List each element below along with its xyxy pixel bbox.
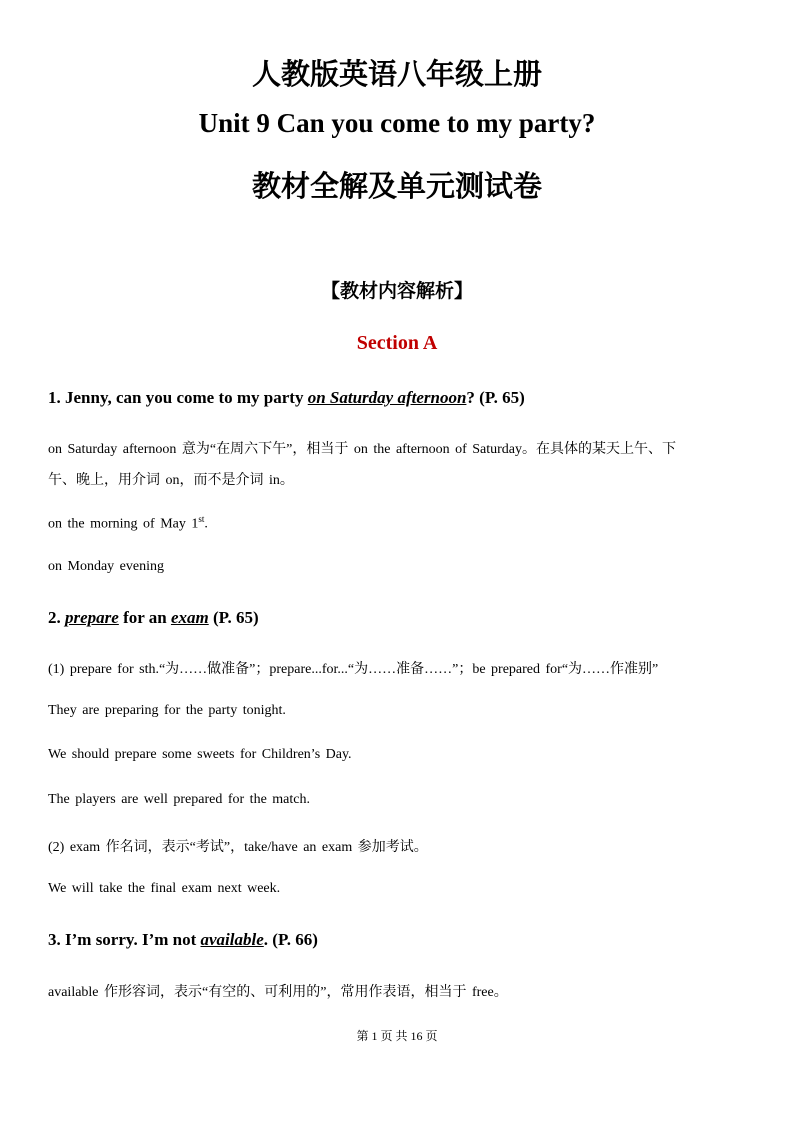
question-1-explanation-line-1: on Saturday afternoon 意为“在周六下午”，相当于 on the afternoon of Saturday。在具体的某天上午、下	[48, 442, 677, 457]
question-1-suffix: ? (P. 65)	[466, 388, 525, 407]
question-2-key-word-exam: exam	[170, 608, 209, 627]
page-number-footer: 第 1 页 共 16 页	[356, 1029, 438, 1043]
question-3-suffix: . (P. 66)	[263, 930, 318, 949]
question-2-suffix: (P. 65)	[208, 608, 259, 627]
question-3-key-word: available	[200, 930, 264, 949]
question-1-example-2: on Monday evening	[48, 559, 164, 574]
question-1-prefix: 1. Jenny, can you come to my party	[48, 388, 308, 407]
document-title-chinese: 人教版英语八年级上册	[251, 59, 542, 91]
question-3-heading	[48, 930, 318, 950]
example-period: .	[204, 516, 208, 532]
question-2-example-3: The players are well prepared for the match.	[48, 792, 310, 807]
question-2-example-2: We should prepare some sweets for Children’s Day.	[48, 747, 352, 762]
question-2-key-word-prepare: prepare	[65, 608, 119, 627]
ordinal-superscript: st	[198, 514, 205, 524]
question-2-middle: for an	[118, 608, 171, 627]
question-1-heading	[48, 388, 525, 408]
question-3-explanation: available 作形容词，表示“有空的、可利用的”，常用作表语，相当于 free。	[48, 985, 508, 1000]
question-2-example-4: We will take the final exam next week.	[48, 881, 281, 896]
question-1-explanation-line-2: 午、晚上，用介词 on，而不是介词 in。	[48, 473, 294, 488]
question-2-example-1: They are preparing for the party tonight.	[48, 703, 286, 718]
question-2-explanation-2: (2) exam 作名词，表示“考试”，take/have an exam 参加考试。	[48, 840, 428, 855]
question-2-explanation-1: (1) prepare for sth.“为……做准备”；prepare...for...“为……准备……”；be prepared for“为……作准别”	[48, 662, 659, 677]
example-text: on the morning of May 1	[48, 516, 199, 532]
question-2-heading	[48, 608, 259, 628]
question-3-prefix: 3. I’m sorry. I’m not	[48, 930, 201, 949]
question-1-key-phrase: on Saturday afternoon	[307, 388, 467, 407]
document-title-unit: Unit 9 Can you come to my party?	[198, 108, 596, 138]
section-a-heading: Section A	[356, 332, 438, 354]
document-subtitle: 教材全解及单元测试卷	[251, 171, 542, 203]
question-1-example-1	[48, 514, 208, 533]
question-2-prefix: 2.	[48, 608, 65, 627]
content-analysis-heading: 【教材内容解析】	[320, 281, 473, 302]
